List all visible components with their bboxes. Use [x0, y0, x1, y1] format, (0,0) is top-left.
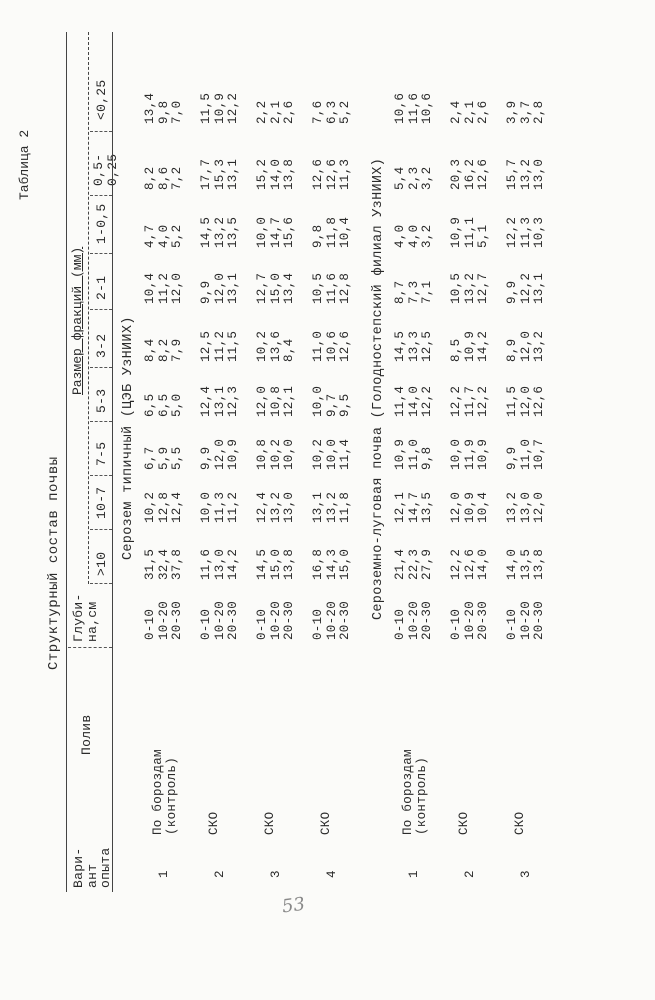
row-depth: 0-10 10-20 20-30 [393, 600, 434, 640]
row-value: 10,5 11,6 12,8 [311, 272, 352, 304]
row-variant: 2 [463, 870, 477, 878]
header-bottom-rule [112, 32, 113, 892]
row-value: 14,5 15,0 13,8 [255, 548, 296, 580]
row-value: 12,5 11,2 11,5 [199, 330, 240, 362]
row-irrigation: СКО [207, 811, 221, 835]
row-irrigation: По бороздам (контроль) [151, 749, 179, 835]
row-irrigation: СКО [513, 811, 527, 835]
row-value: 10,6 11,6 10,6 [393, 92, 434, 124]
row-value: 10,0 14,7 15,6 [255, 216, 296, 248]
row-value: 12,7 15,0 13,4 [255, 272, 296, 304]
row-depth: 0-10 10-20 20-30 [449, 600, 490, 640]
row-value: 12,2 11,7 12,2 [449, 385, 490, 417]
column-separator [90, 131, 112, 132]
column-separator [90, 309, 112, 310]
row-variant: 3 [519, 870, 533, 878]
subheader-rule [88, 32, 89, 584]
row-value: 8,4 8,2 7,9 [143, 338, 184, 362]
row-value: 2,4 2,1 2,6 [449, 100, 490, 124]
row-value: 12,0 10,8 12,1 [255, 385, 296, 417]
row-value: 10,0 11,3 11,2 [199, 491, 240, 523]
row-value: 20,3 16,2 12,6 [449, 158, 490, 190]
column-separator [90, 195, 112, 196]
column-header-4: 5-3 [94, 388, 109, 413]
row-value: 12,4 13,1 12,3 [199, 385, 240, 417]
header-size-fraction: Размер фракций (мм) [70, 246, 85, 395]
row-value: 11,6 13,0 14,2 [199, 548, 240, 580]
row-value: 21,4 22,3 27,9 [393, 548, 434, 580]
row-value: 12,2 11,3 10,3 [505, 216, 546, 248]
header-irrigation: Полив [79, 714, 94, 755]
row-variant: 3 [269, 870, 283, 878]
row-value: 14,0 13,5 13,8 [505, 548, 546, 580]
row-value: 10,9 11,1 5,1 [449, 216, 490, 248]
row-value: 12,6 12,6 11,3 [311, 158, 352, 190]
row-value: 15,2 14,0 13,8 [255, 158, 296, 190]
row-depth: 0-10 10-20 20-30 [199, 600, 240, 640]
row-value: 11,4 14,0 12,2 [393, 385, 434, 417]
section-title: Сероземно-луговая почва (Голодностепский филиал УзНИИХ) [371, 157, 386, 620]
row-value: 9,9 11,0 10,7 [505, 438, 546, 470]
row-value: 9,9 12,0 10,9 [199, 438, 240, 470]
row-value: 10,0 11,9 10,9 [449, 438, 490, 470]
row-value: 13,4 9,8 7,0 [143, 92, 184, 124]
column-separator [90, 421, 112, 422]
row-value: 6,5 6,5 5,0 [143, 393, 184, 417]
row-value: 12,2 12,6 14,0 [449, 548, 490, 580]
row-value: 9,9 12,2 13,1 [505, 272, 546, 304]
row-value: 2,2 2,1 2,6 [255, 100, 296, 124]
row-value: 8,2 8,6 7,2 [143, 166, 184, 190]
row-value: 8,9 12,0 13,2 [505, 330, 546, 362]
row-value: 13,2 13,0 12,0 [505, 491, 546, 523]
row-value: 10,2 12,8 12,4 [143, 491, 184, 523]
row-variant: 2 [213, 870, 227, 878]
column-header-7: 1-0,5 [94, 203, 109, 244]
section-title: Серозем типичный (ЦЭБ УзНИИХ) [121, 316, 136, 560]
column-header-3: 7-5 [94, 441, 109, 466]
row-value: 17,7 15,3 13,1 [199, 158, 240, 190]
column-header-1: >10 [94, 551, 109, 576]
row-value: 10,0 9,7 9,5 [311, 385, 352, 417]
row-value: 10,5 13,2 12,7 [449, 272, 490, 304]
row-irrigation: СКО [263, 811, 277, 835]
row-depth: 0-10 10-20 20-30 [255, 600, 296, 640]
column-separator [68, 647, 112, 648]
row-depth: 0-10 10-20 20-30 [311, 600, 352, 640]
row-value: 31,5 32,4 37,8 [143, 548, 184, 580]
row-value: 10,2 13,6 8,4 [255, 330, 296, 362]
column-separator [90, 583, 112, 584]
row-value: 15,7 13,2 13,0 [505, 158, 546, 190]
row-value: 6,7 5,9 5,5 [143, 446, 184, 470]
top-rule [66, 32, 67, 892]
row-value: 10,2 10,0 11,4 [311, 438, 352, 470]
row-value: 12,4 13,2 13,0 [255, 491, 296, 523]
row-depth: 0-10 10-20 20-30 [143, 600, 184, 640]
row-value: 10,8 10,2 10,0 [255, 438, 296, 470]
row-value: 8,7 7,3 7,1 [393, 280, 434, 304]
row-value: 9,8 11,8 10,4 [311, 216, 352, 248]
row-variant: 1 [157, 870, 171, 878]
row-value: 5,4 2,3 3,2 [393, 166, 434, 190]
column-header-2: 10-7 [94, 486, 109, 519]
column-header-6: 2-1 [94, 275, 109, 300]
row-value: 7,6 6,3 5,2 [311, 100, 352, 124]
row-value: 4,0 4,0 3,2 [393, 224, 434, 248]
header-variant: Вари- ант опыта [71, 847, 113, 888]
row-value: 16,8 14,3 15,0 [311, 548, 352, 580]
row-depth: 0-10 10-20 20-30 [505, 600, 546, 640]
row-value: 14,5 13,2 13,5 [199, 216, 240, 248]
column-separator [90, 475, 112, 476]
row-irrigation: По бороздам (контроль) [401, 749, 429, 835]
row-value: 4,7 4,0 5,2 [143, 224, 184, 248]
row-value: 11,0 10,6 12,6 [311, 330, 352, 362]
column-separator [90, 529, 112, 530]
table-title: Структурный состав почвы [46, 456, 62, 670]
header-depth: Глуби- на,см [71, 593, 100, 642]
table-label: Таблица 2 [17, 129, 32, 200]
row-variant: 4 [325, 870, 339, 878]
row-value: 8,5 10,9 14,2 [449, 330, 490, 362]
row-value: 10,9 11,0 9,8 [393, 438, 434, 470]
column-header-8: 0,5- 0,25 [91, 153, 120, 186]
page-number: 53 [280, 893, 307, 918]
row-value: 11,5 10,9 12,2 [199, 92, 240, 124]
row-variant: 1 [407, 870, 421, 878]
row-value: 10,4 11,2 12,0 [143, 272, 184, 304]
row-value: 14,5 13,3 12,5 [393, 330, 434, 362]
row-irrigation: СКО [457, 811, 471, 835]
column-header-5: 3-2 [94, 333, 109, 358]
column-separator [90, 367, 112, 368]
row-value: 11,5 12,0 12,6 [505, 385, 546, 417]
row-value: 12,0 10,9 10,4 [449, 491, 490, 523]
row-value: 12,1 14,7 13,5 [393, 491, 434, 523]
row-value: 3,9 3,7 2,8 [505, 100, 546, 124]
row-value: 13,1 13,2 11,8 [311, 491, 352, 523]
row-value: 9,9 12,0 13,1 [199, 272, 240, 304]
row-irrigation: СКО [319, 811, 333, 835]
column-separator [90, 253, 112, 254]
column-header-9: <0,25 [94, 79, 109, 120]
